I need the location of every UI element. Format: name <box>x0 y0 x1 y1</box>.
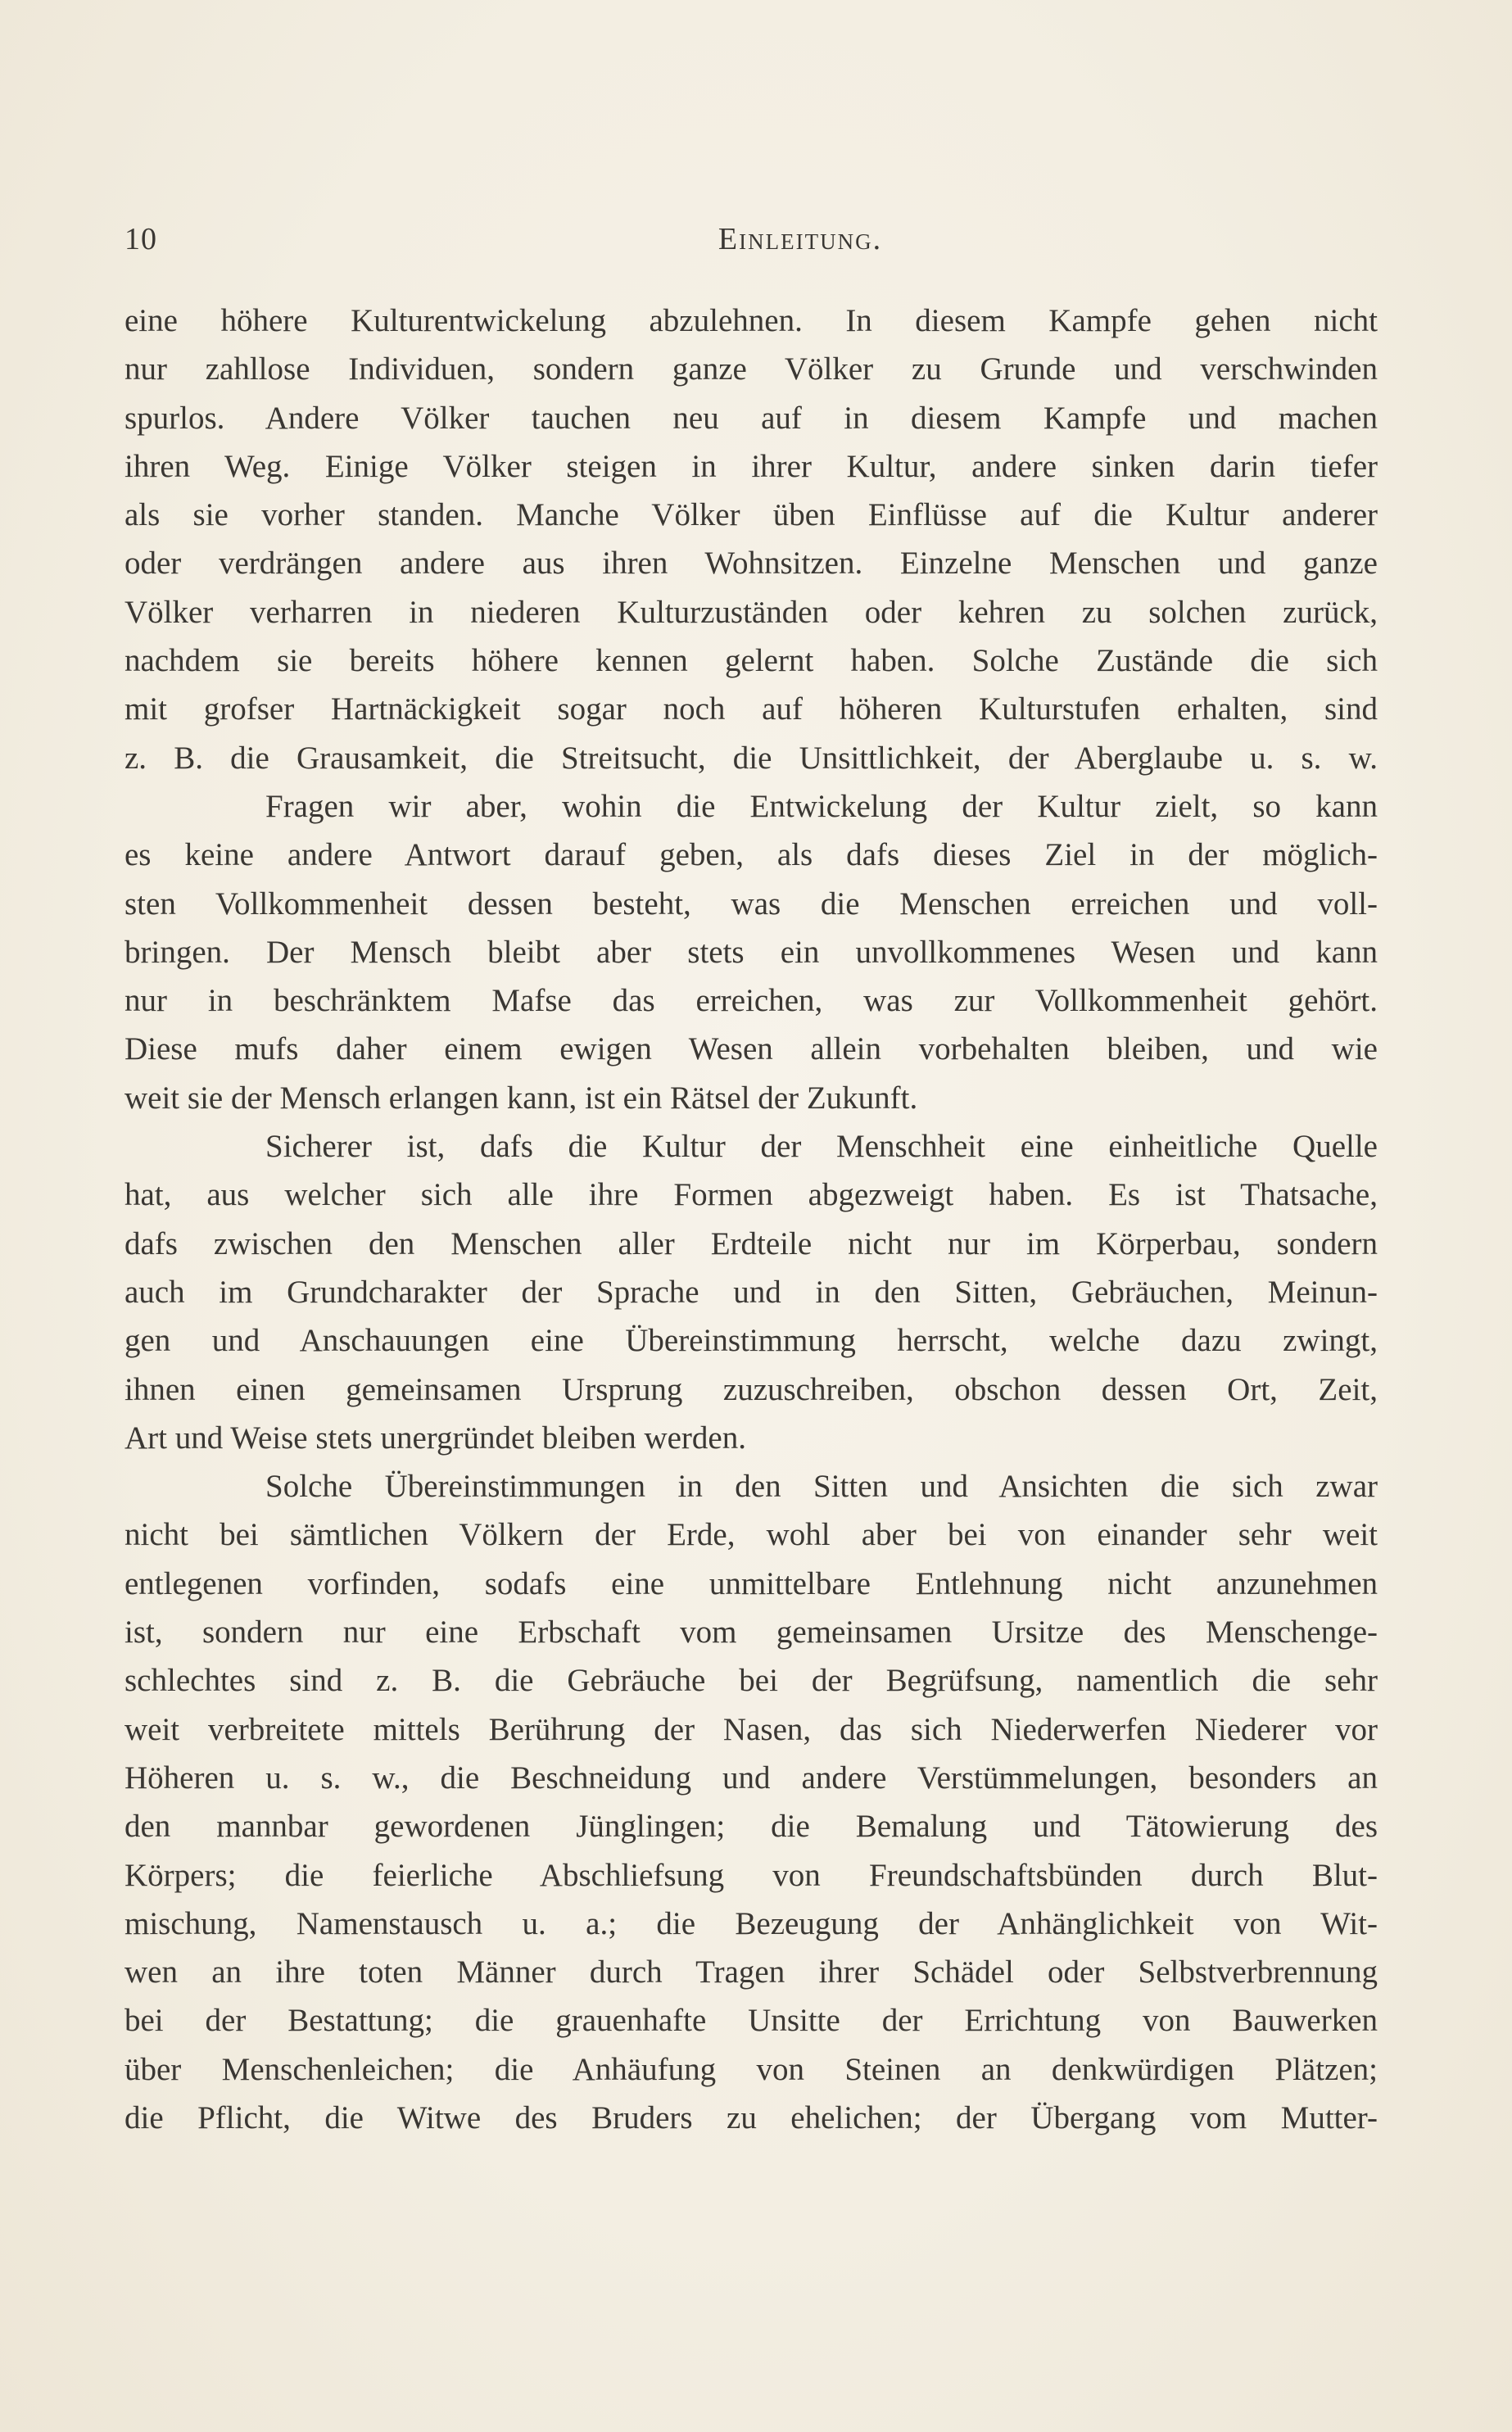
text-line: nicht bei sämtlichen Völkern der Erde, wohl aber bei von einander sehr weit <box>124 1517 1378 1553</box>
text-line: weit verbreitete mittels Berührung der Nasen, das sich Niederwerfen Niederer vor <box>124 1711 1378 1747</box>
text-line: Fragen wir aber, wohin die Entwickelung der Kultur zielt, so kann <box>265 788 1378 824</box>
text-line: eine höhere Kulturentwickelung abzulehnen. In diesem Kampfe gehen nicht <box>124 303 1378 338</box>
text-line: nur zahllose Individuen, sondern ganze Völker zu Grunde und verschwinden <box>124 351 1378 387</box>
text-line: Solche Übereinstimmungen in den Sitten und Ansichten die sich zwar <box>265 1469 1378 1505</box>
text-line: nur in beschränktem Mafse das erreichen, was zur Vollkommenheit gehört. <box>124 983 1378 1019</box>
text-line: weit sie der Mensch erlangen kann, ist ein Rätsel der Zukunft. <box>124 1080 918 1116</box>
text-line: Art und Weise stets unergründet bleiben werden. <box>124 1420 746 1456</box>
text-line: sten Vollkommenheit dessen besteht, was die Menschen erreichen und voll- <box>124 885 1378 922</box>
text-line: ihren Weg. Einige Völker steigen in ihrer Kultur, andere sinken darin tiefer <box>124 448 1378 484</box>
text-line: oder verdrängen andere aus ihren Wohnsitzen. Einzelne Menschen und ganze <box>124 546 1378 582</box>
text-line: über Menschenleichen; die Anhäufung von Steinen an denkwürdigen Plätzen; <box>124 2051 1378 2087</box>
text-line: spurlos. Andere Völker tauchen neu auf in diesem Kampfe und machen <box>124 400 1378 436</box>
text-line: den mannbar gewordenen Jünglingen; die Bemalung und Tätowierung des <box>124 1809 1378 1845</box>
text-line: dafs zwischen den Menschen aller Erdteile nicht nur im Körperbau, sondern <box>124 1225 1378 1261</box>
text-line: wen an ihre toten Männer durch Tragen ihrer Schädel oder Selbstverbrennung <box>124 1954 1378 1990</box>
page-number: 10 <box>124 222 157 256</box>
text-line: bringen. Der Mensch bleibt aber stets ein unvollkommenes Wesen und kann <box>124 934 1378 970</box>
text-line: mischung, Namenstausch u. a.; die Bezeugung der Anhänglichkeit von Wit- <box>124 1905 1378 1941</box>
text-line: es keine andere Antwort darauf geben, als dafs dieses Ziel in der möglich- <box>124 837 1378 873</box>
text-line: Höheren u. s. w., die Beschneidung und andere Verstümmelungen, besonders an <box>124 1759 1378 1796</box>
text-line: Diese mufs daher einem ewigen Wesen allein vorbehalten bleiben, und wie <box>124 1031 1378 1067</box>
text-line: z. B. die Grausamkeit, die Streitsucht, die Unsittlichkeit, der Aberglaube u. s. w. <box>124 740 1378 776</box>
text-line: Völker verharren in niederen Kulturzuständen oder kehren zu solchen zurück, <box>124 594 1378 630</box>
text-line: die Pflicht, die Witwe des Bruders zu ehelichen; der Übergang vom Mutter- <box>124 2099 1378 2135</box>
text-line: ist, sondern nur eine Erbschaft vom gemeinsamen Ursitze des Menschenge- <box>124 1615 1378 1651</box>
text-line: Körpers; die feierliche Abschliefsung von Freundschaftsbünden durch Blut- <box>124 1857 1378 1893</box>
text-line: nachdem sie bereits höhere kennen gelernt haben. Solche Zustände die sich <box>124 643 1378 679</box>
text-line: mit grofser Hartnäckigkeit sogar noch auf höheren Kulturstufen erhalten, sind <box>124 691 1378 727</box>
text-line: als sie vorher standen. Manche Völker üben Einflüsse auf die Kultur anderer <box>124 497 1378 533</box>
text-line: hat, aus welcher sich alle ihre Formen abgezweigt haben. Es ist Thatsache, <box>124 1177 1378 1213</box>
text-line: bei der Bestattung; die grauenhafte Unsitte der Errichtung von Bauwerken <box>124 2003 1378 2039</box>
text-line: entlegenen vorfinden, sodafs eine unmittelbare Entlehnung nicht anzunehmen <box>124 1565 1378 1601</box>
body-text <box>124 297 1378 2142</box>
page-header <box>124 221 1378 270</box>
running-head: Einleitung. <box>718 222 883 256</box>
text-line: schlechtes sind z. B. die Gebräuche bei der Begrüfsung, namentlich die sehr <box>124 1663 1378 1699</box>
text-line: auch im Grundcharakter der Sprache und in den Sitten, Gebräuchen, Meinun- <box>124 1274 1378 1310</box>
text-line: Sicherer ist, dafs die Kultur der Menschheit eine einheitliche Quelle <box>265 1129 1378 1165</box>
text-line: gen und Anschauungen eine Übereinstimmung herrscht, welche dazu zwingt, <box>124 1323 1378 1359</box>
text-line: ihnen einen gemeinsamen Ursprung zuzuschreiben, obschon dessen Ort, Zeit, <box>124 1371 1378 1407</box>
